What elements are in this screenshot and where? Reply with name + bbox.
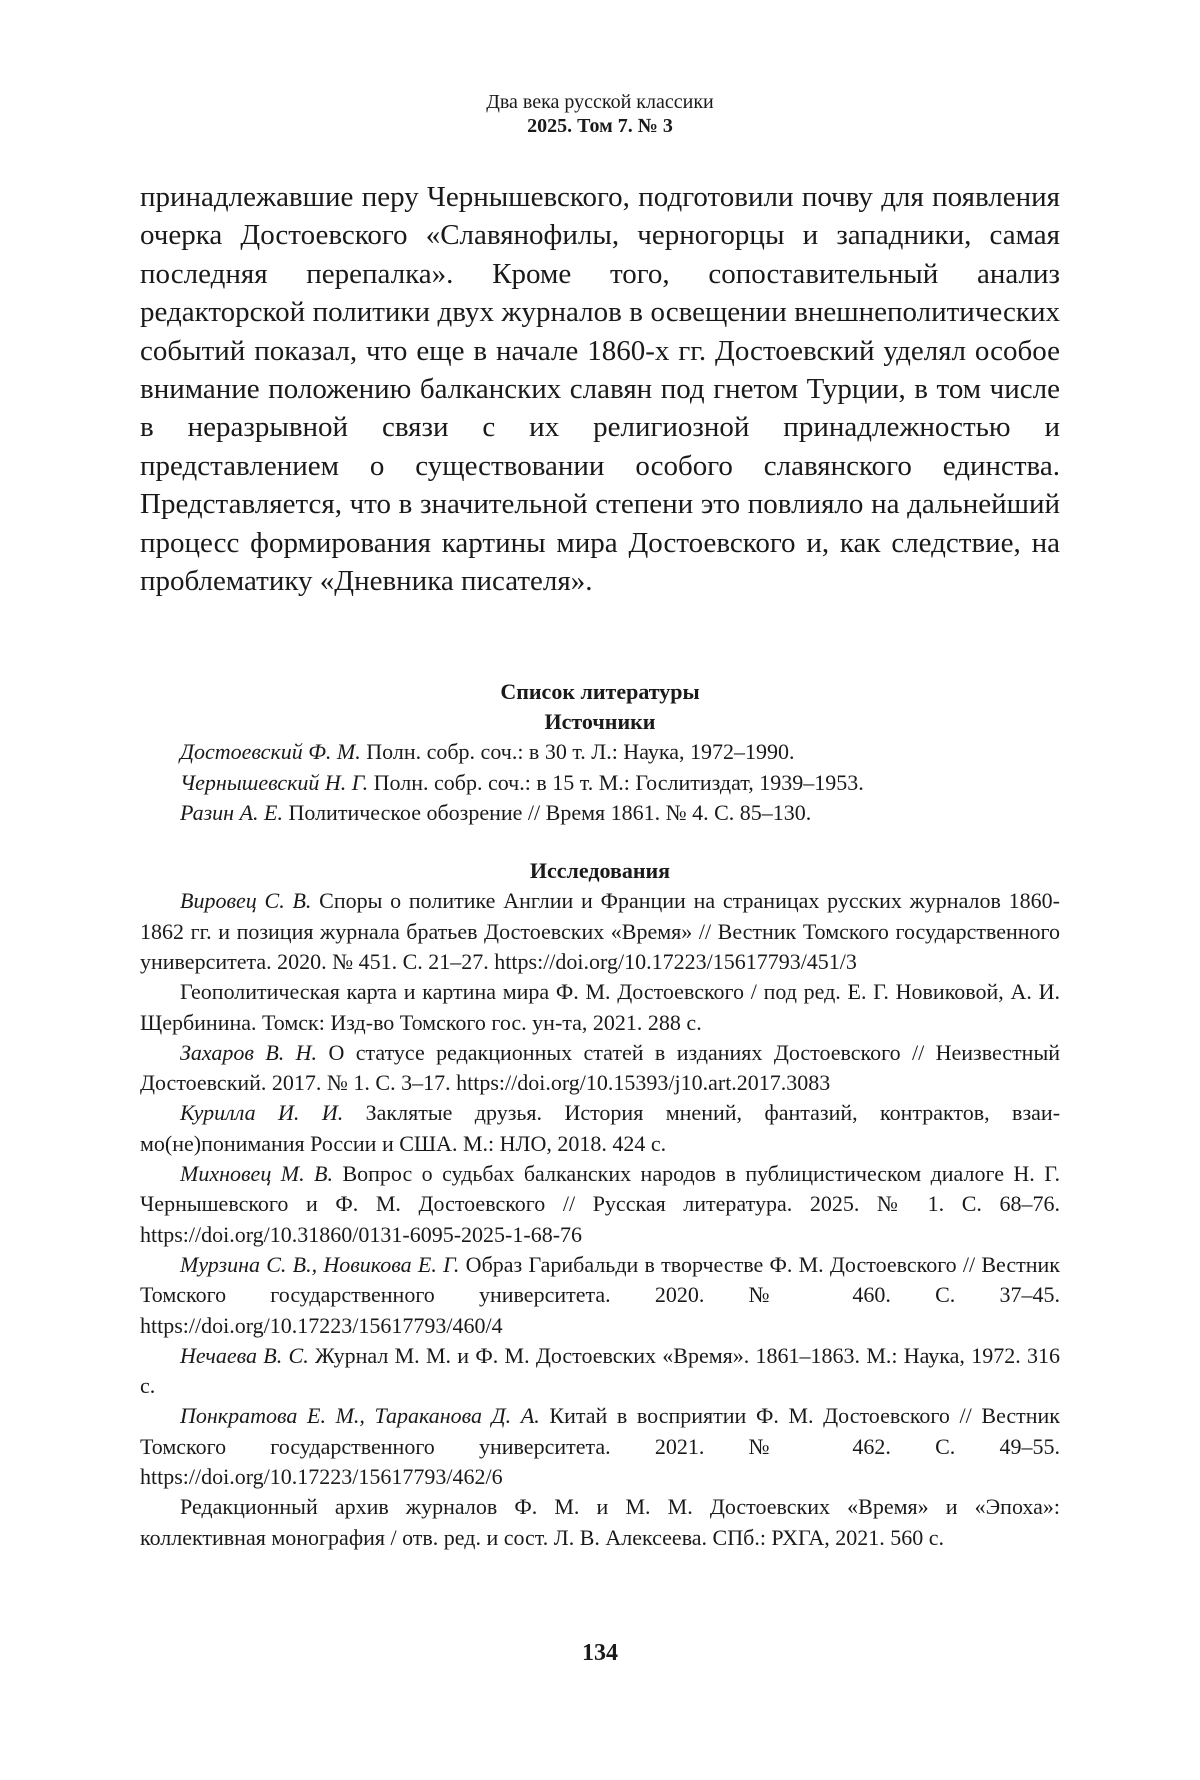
bib-author: Достоевский Ф. М.	[180, 739, 361, 764]
bib-author: Захаров В. Н.	[180, 1040, 317, 1065]
bib-entry	[140, 798, 1060, 828]
research-heading: Исследования	[140, 856, 1060, 886]
bib-author: Вировец С. В.	[180, 888, 311, 913]
bib-entry	[140, 1492, 1060, 1553]
bib-entry	[140, 977, 1060, 1038]
bib-author: Понкратова Е. М., Тараканова Д. А.	[180, 1403, 540, 1428]
bib-author: Нечаева В. С.	[180, 1343, 309, 1368]
bib-author: Мурзина С. В., Новикова Е. Г.	[180, 1252, 459, 1277]
bib-author: Разин А. Е.	[180, 800, 283, 825]
bib-entry	[140, 1250, 1060, 1341]
bib-entry	[140, 1159, 1060, 1250]
sources-list	[140, 737, 1060, 828]
body-paragraph: принадлежавшие перу Чернышевского, подготовили почву для появ­ления очерка Достоевского «Славянофилы, черногорцы и западники, самая последняя перепалка». Кроме того, сопоставительный анализ редакторской политики двух журналов в освещении внешнеполитиче­ских событий показал, что еще в начале 1860-х гг. Достоевский уделял особое внимание положению балканских славян под гнетом Турции, в том числе в неразрывной связи с их религиозной принадлежностью и представлением о существовании особого славянского единства. Представляется, что в значительной степени это повлияло на дальней­ший процесс формирования картины мира Достоевского и, как след­ствие, на проблематику «Дневника писателя».	[140, 178, 1060, 600]
bib-text: Образ Гарибальди в творчестве Ф. М. Достоев­ского // Вестник Томского государственного университета. 2020. № 460. С. 37–45. https://doi.org/10.17223/15617793/460/4	[140, 1252, 1060, 1338]
bib-text: Китай в восприятии Ф. М. Достоевско­го // Вестник Томского государственного университета. 2021. № 462. С. 49–55. https://doi.org/10.17223/15617793/462/6	[140, 1403, 1060, 1489]
bib-text: Полн. собр. соч.: в 15 т. М.: Гослитиздат, 1939–1953.	[368, 770, 864, 795]
page-content	[140, 90, 1060, 1553]
research-list	[140, 886, 1060, 1553]
bib-text: Политическое обозрение // Время 1861. № 4. С. 85–130.	[283, 800, 811, 825]
journal-title: Два века русской классики	[140, 90, 1060, 114]
bib-entry	[140, 1401, 1060, 1492]
journal-issue: 2025. Том 7. № 3	[140, 114, 1060, 138]
running-head	[140, 90, 1060, 138]
bib-entry	[140, 1098, 1060, 1159]
bib-text: Вопрос о судьбах балканских народов в публицистическом ди­алоге Н. Г. Чернышевского и Ф. М. Достоевского // Русская литература. 2025. № 1. С. 68–76. https://doi.org/10.31860/0131-6095-2025-1-68-76	[140, 1161, 1060, 1247]
bib-text: О статусе редакционных статей в изданиях Достоевского // Неиз­вестный Достоевский. 2017. № 1. С. 3–17. https://doi.org/10.15393/j10.art.2017.3083	[140, 1040, 1060, 1095]
bib-entry	[140, 1341, 1060, 1402]
bib-text: Заклятые друзья. История мнений, фантазий, контрактов, взаи­мо(не)понимания России и США. М.: НЛО, 2018. 424 с.	[140, 1100, 1060, 1155]
page-number: 134	[0, 1640, 1200, 1667]
bib-text: Полн. собр. соч.: в 30 т. Л.: Наука, 1972–1990.	[361, 739, 795, 764]
bib-entry	[140, 1038, 1060, 1099]
bib-entry	[140, 737, 1060, 767]
bib-text: Геополитическая карта и картина мира Ф. М. Достоевского / под ред. Е. Г. Нови­ковой, А. И. Щербинина. Томск: Изд-во Томского гос. ун-та, 2021. 288 с.	[140, 979, 1060, 1034]
bib-author: Михновец М. В.	[180, 1161, 333, 1186]
bibliography-heading: Список литературы	[140, 677, 1060, 707]
bib-entry	[140, 886, 1060, 977]
bib-text: Редакционный архив журналов Ф. М. и М. М. Достоевских «Время» и «Эпоха»: коллективная монография / отв. ред. и сост. Л. В. Алексеева. СПб.: РХГА, 2021. 560 с.	[140, 1494, 1060, 1549]
bib-entry	[140, 768, 1060, 798]
bib-text: Споры о политике Англии и Франции на страницах рус­ских журналов 1860-1862 гг. и позиция журнала братьев Достоевских «Вре­мя» // Вестник Томского государственного университета. 2020. № 451. С. 21–27. https://doi.org/10.17223/15617793/451/3	[140, 888, 1060, 974]
bib-author: Курилла И. И.	[180, 1100, 343, 1125]
sources-heading: Источники	[140, 707, 1060, 737]
bib-author: Чернышевский Н. Г.	[180, 770, 368, 795]
bib-text: Журнал М. М. и Ф. М. Достоевских «Время». 1861–1863. М.: Наука, 1972. 316 с.	[140, 1343, 1060, 1398]
